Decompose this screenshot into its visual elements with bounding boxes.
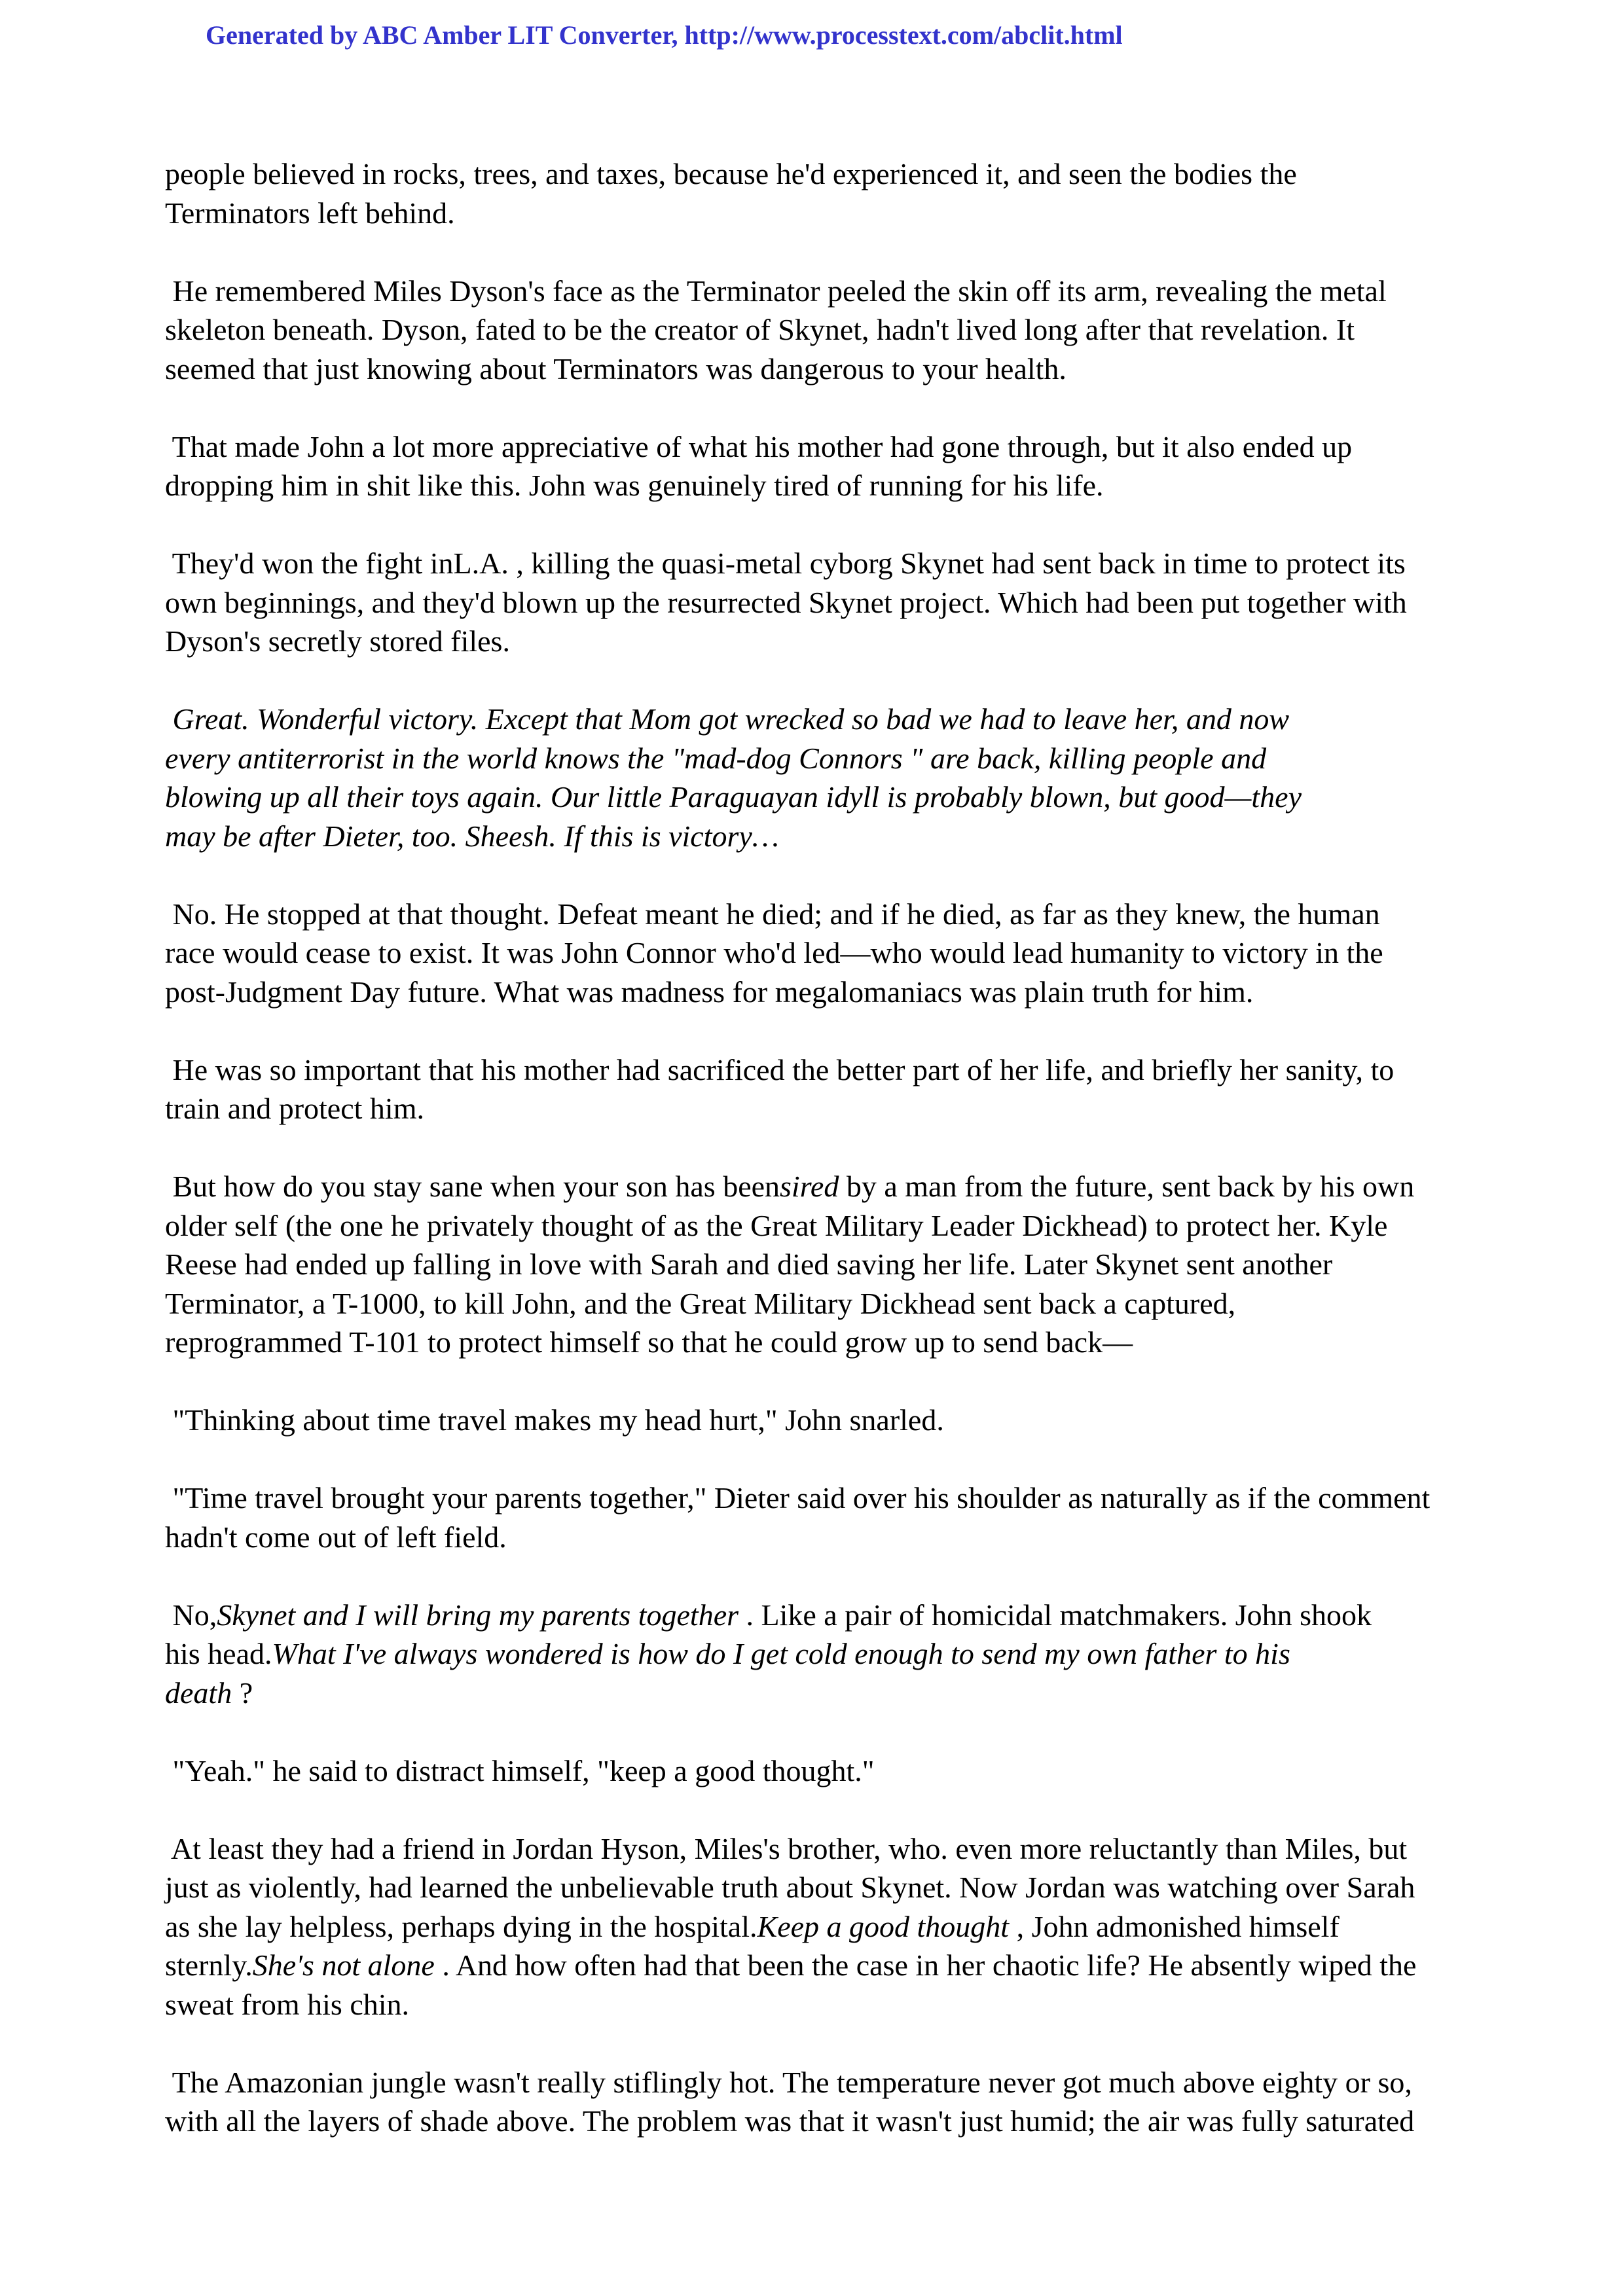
text-span: reprogrammed T-101 to protect himself so that he could grow up to send back— — [165, 1325, 1133, 1359]
text-line — [165, 194, 1474, 233]
text-span: older self (the one he privately thought of as the Great Military Leader Dickhead) to protect her. Kyle — [165, 1208, 1388, 1242]
text-line — [165, 1907, 1474, 1946]
text-line — [165, 973, 1474, 1012]
text-span: sweat from his chin. — [165, 1987, 410, 2021]
text-span: skeleton beneath. Dyson, fated to be the creator of Skynet, hadn't lived long after that revelation. It — [165, 313, 1355, 346]
text-span: Dyson's secretly stored files. — [165, 624, 510, 658]
paragraph — [165, 1829, 1474, 2024]
italic-span: blowing up all their toys again. Our little Paraguayan idyll is probably blown, but good—they — [165, 780, 1302, 814]
text-span: "Thinking about time travel makes my head hurt," John snarled. — [165, 1403, 944, 1437]
paragraph — [165, 154, 1474, 232]
text-line — [165, 1167, 1474, 1206]
paragraph — [165, 1050, 1474, 1128]
text-span: , John admonished himself — [1009, 1909, 1340, 1943]
text-line — [165, 622, 1474, 661]
text-line — [165, 1050, 1474, 1090]
text-line — [165, 350, 1474, 389]
text-line — [165, 1829, 1474, 1869]
italic-span: death — [165, 1676, 232, 1710]
text-span: "Yeah." he said to distract himself, "keep a good thought." — [165, 1753, 875, 1787]
text-span: . Like a pair of homicidal matchmakers. John shook — [739, 1598, 1372, 1632]
text-line — [165, 1674, 1474, 1713]
text-span: No. He stopped at that thought. Defeat meant he died; and if he died, as far as they knew, the human — [165, 897, 1380, 931]
text-line — [165, 272, 1474, 311]
text-line — [165, 1479, 1474, 1518]
italic-span: Great. Wonderful victory. Except that Mom got wrecked so bad we had to leave her, and now — [165, 702, 1290, 736]
text-span: with all the layers of shade above. The problem was that it wasn't just humid; the air was fully saturated — [165, 2104, 1415, 2138]
page-body — [165, 154, 1474, 2141]
text-line — [165, 1868, 1474, 1907]
text-line — [165, 739, 1474, 778]
text-line — [165, 2063, 1474, 2102]
text-span: He was so important that his mother had sacrificed the better part of her life, and briefly her sanity, to — [165, 1052, 1395, 1086]
paragraph — [165, 895, 1474, 1012]
paragraph — [165, 1596, 1474, 1713]
text-line — [165, 466, 1474, 505]
text-span: That made John a lot more appreciative of what his mother had gone through, but it also ended up — [165, 429, 1353, 463]
paragraph — [165, 1751, 1474, 1791]
text-line — [165, 2102, 1474, 2141]
italic-span: may be after Dieter, too. Sheesh. If this is victory… — [165, 819, 779, 853]
text-line — [165, 1245, 1474, 1284]
header-link[interactable]: http://www.processtext.com/abclit.html — [684, 20, 1123, 50]
text-span: He remembered Miles Dyson's face as the Terminator peeled the skin off its arm, revealing the metal — [165, 274, 1387, 308]
text-line — [165, 1518, 1474, 1557]
text-line — [165, 310, 1474, 350]
text-line — [165, 700, 1474, 739]
text-line — [165, 817, 1474, 856]
italic-span: What I've always wondered is how do I get cold enough to send my own father to his — [272, 1637, 1290, 1670]
text-line — [165, 1634, 1474, 1674]
text-line — [165, 895, 1474, 934]
paragraph — [165, 700, 1474, 855]
paragraph — [165, 272, 1474, 389]
text-line — [165, 1751, 1474, 1791]
italic-span: Keep a good thought — [757, 1909, 1010, 1943]
text-span: No, — [165, 1598, 217, 1632]
italic-span: She's not alone — [252, 1948, 435, 1982]
paragraph — [165, 427, 1474, 505]
text-span: train and protect him. — [165, 1092, 424, 1125]
text-span: Terminator, a T-1000, to kill John, and the Great Military Dickhead sent back a captured, — [165, 1286, 1236, 1320]
text-span: post-Judgment Day future. What was madness for megalomaniacs was plain truth for him. — [165, 975, 1254, 1009]
paragraph — [165, 1167, 1474, 1362]
text-line — [165, 1985, 1474, 2024]
text-span: They'd won the fight inL.A. , killing the quasi-metal cyborg Skynet had sent back in time to protect its — [165, 547, 1406, 580]
text-span: just as violently, had learned the unbelievable truth about Skynet. Now Jordan was watching over Sarah — [165, 1871, 1415, 1904]
italic-span: Skynet and I will bring my parents together — [217, 1598, 739, 1632]
italic-span: sired — [780, 1170, 839, 1203]
text-span: dropping him in shit like this. John was genuinely tired of running for his life. — [165, 469, 1104, 502]
text-span: sternly. — [165, 1948, 253, 1982]
text-span: race would cease to exist. It was John Connor who'd led—who would lead humanity to victory in the — [165, 936, 1383, 969]
paragraph — [165, 2063, 1474, 2141]
italic-span: every antiterrorist in the world knows the "mad-dog Connors " are back, killing people and — [165, 741, 1267, 775]
text-span: own beginnings, and they'd blown up the resurrected Skynet project. Which had been put together with — [165, 585, 1407, 619]
text-line — [165, 1284, 1474, 1323]
text-span: hadn't come out of left field. — [165, 1520, 507, 1554]
text-span: ? — [232, 1676, 253, 1710]
text-line — [165, 1323, 1474, 1362]
text-span: by a man from the future, sent back by his own — [839, 1170, 1415, 1203]
text-span: seemed that just knowing about Terminators was dangerous to your health. — [165, 351, 1067, 386]
paragraph — [165, 1401, 1474, 1440]
text-span: At least they had a friend in Jordan Hyson, Miles's brother, who. even more reluctantly than Miles, but — [165, 1831, 1408, 1865]
text-line — [165, 933, 1474, 973]
text-span: But how do you stay sane when your son has been — [165, 1170, 780, 1203]
paragraph — [165, 1479, 1474, 1556]
text-span: Reese had ended up falling in love with Sarah and died saving her life. Later Skynet sent another — [165, 1247, 1333, 1281]
text-span: "Time travel brought your parents together," Dieter said over his shoulder as naturally as if the comment — [165, 1481, 1431, 1515]
text-span: people believed in rocks, trees, and taxes, because he'd experienced it, and seen the bodies the — [165, 157, 1297, 190]
text-span: The Amazonian jungle wasn't really stiflingly hot. The temperature never got much above eighty or so, — [165, 2065, 1412, 2099]
text-span: . And how often had that been the case in her chaotic life? He absently wiped the — [434, 1948, 1417, 1982]
text-line — [165, 778, 1474, 817]
text-line — [165, 1946, 1474, 1985]
text-line — [165, 544, 1474, 583]
text-line — [165, 1089, 1474, 1128]
header-prefix: Generated by ABC Amber LIT Converter, — [206, 20, 685, 50]
paragraph — [165, 544, 1474, 661]
text-line — [165, 1206, 1474, 1246]
text-line — [165, 427, 1474, 467]
text-span: his head. — [165, 1637, 272, 1670]
converter-header — [206, 18, 1123, 52]
text-span: as she lay helpless, perhaps dying in the hospital. — [165, 1909, 757, 1943]
text-span: Terminators left behind. — [165, 196, 455, 230]
text-line — [165, 583, 1474, 622]
text-line — [165, 154, 1474, 194]
text-line — [165, 1401, 1474, 1440]
text-line — [165, 1596, 1474, 1635]
